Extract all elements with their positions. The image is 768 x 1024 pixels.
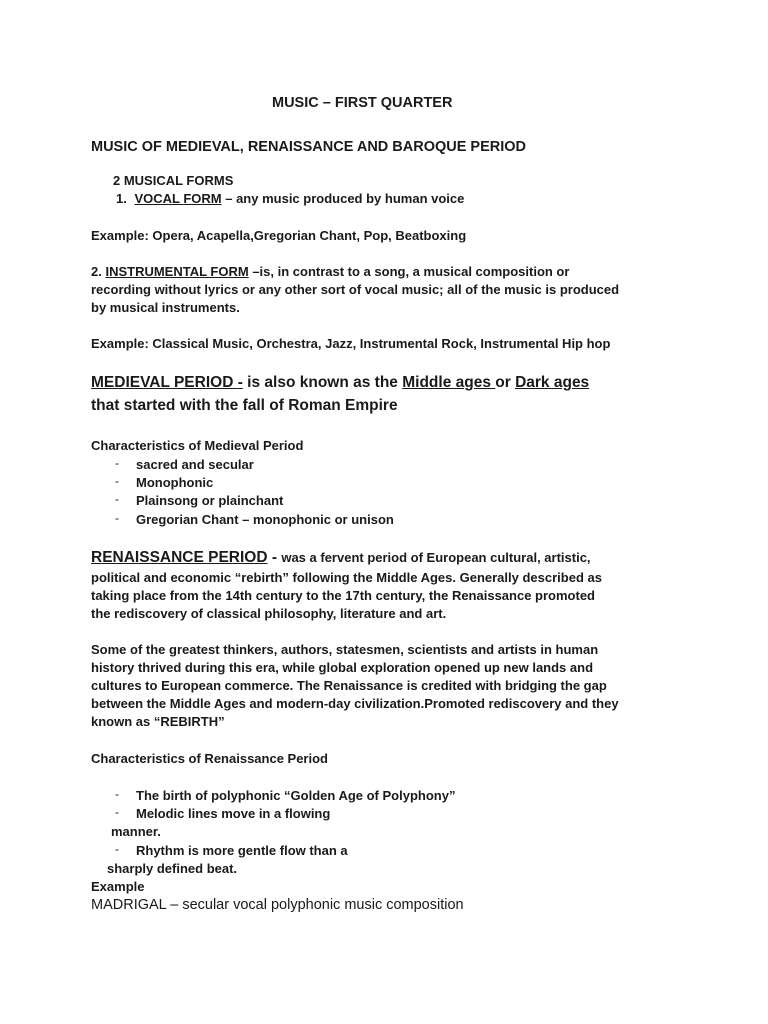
vocal-form-line <box>116 190 464 208</box>
medieval-dash: - <box>237 374 243 391</box>
forms-heading: 2 MUSICAL FORMS <box>113 173 234 188</box>
renaissance-p1-line-1: was a fervent period of European cultural, artistic, <box>281 550 591 565</box>
renaissance-p2-line-1: Some of the greatest thinkers, authors, statesmen, scientists and artists in human <box>91 642 599 657</box>
bullet-dash: - <box>115 805 119 819</box>
renaissance-p2-line-3: cultures to European commerce. The Renaissance is credited with bridging the gap <box>91 678 607 693</box>
middle-ages-term: Middle ages <box>402 374 496 391</box>
instrumental-form-definition-1: –is, in contrast to a song, a musical composition or <box>248 264 570 279</box>
renaissance-item: Rhythm is more gentle flow than a <box>136 843 348 858</box>
bullet-dash: - <box>115 492 119 506</box>
bullet-dash: - <box>115 511 119 525</box>
renaissance-line-1 <box>91 547 591 569</box>
medieval-item: Monophonic <box>136 475 214 490</box>
instrumental-form-number: 2. <box>91 264 106 279</box>
medieval-period-term: MEDIEVAL PERIOD <box>91 374 238 391</box>
renaissance-p1-line-3: taking place from the 14th century to the 17th century, the Renaissance promoted <box>91 588 595 603</box>
bullet-dash: - <box>115 456 119 470</box>
dark-ages-term: Dark ages <box>515 374 590 391</box>
page-title: MUSIC – FIRST QUARTER <box>272 95 453 111</box>
vocal-form-number: 1. <box>116 191 127 206</box>
medieval-heading-line-1 <box>91 372 589 394</box>
section-subtitle: MUSIC OF MEDIEVAL, RENAISSANCE AND BAROQUE PERIOD <box>91 139 527 155</box>
medieval-heading-line-2: that started with the fall of Roman Empire <box>91 397 398 414</box>
renaissance-p1-line-2: political and economic “rebirth” following the Middle Ages. Generally described as <box>91 570 602 585</box>
medieval-item: Gregorian Chant – monophonic or unison <box>136 512 394 527</box>
medieval-item: sacred and secular <box>136 457 254 472</box>
renaissance-characteristics-heading: Characteristics of Renaissance Period <box>91 751 328 766</box>
medieval-text-1: is also known as the <box>242 374 403 391</box>
instrumental-form-definition-2: recording without lyrics or any other sort of vocal music; all of the music is produced <box>91 282 620 297</box>
renaissance-p1-line-4: the rediscovery of classical philosophy, literature and art. <box>91 606 447 621</box>
renaissance-p2-line-2: history thrived during this era, while global exploration opened up new lands and <box>91 660 594 675</box>
instrumental-form-line-1 <box>91 263 569 281</box>
bullet-dash: - <box>115 474 119 488</box>
medieval-characteristics-heading: Characteristics of Medieval Period <box>91 438 304 453</box>
bullet-dash: - <box>115 787 119 801</box>
bullet-dash: - <box>115 842 119 856</box>
renaissance-dash: - <box>267 549 282 566</box>
renaissance-item-continued: manner. <box>111 824 161 839</box>
instrumental-form-example: Example: Classical Music, Orchestra, Jazz, Instrumental Rock, Instrumental Hip hop <box>91 336 611 351</box>
medieval-or: or <box>495 374 516 391</box>
vocal-form-definition: – any music produced by human voice <box>221 191 465 206</box>
medieval-item: Plainsong or plainchant <box>136 493 284 508</box>
example-label: Example <box>91 879 145 894</box>
renaissance-p2-line-5: known as “REBIRTH” <box>91 714 225 729</box>
instrumental-form-definition-3: by musical instruments. <box>91 300 240 315</box>
renaissance-item-continued: sharply defined beat. <box>107 861 238 876</box>
vocal-form-example: Example: Opera, Acapella,Gregorian Chant, Pop, Beatboxing <box>91 228 467 243</box>
vocal-form-term: VOCAL FORM <box>134 191 222 206</box>
renaissance-p2-line-4: between the Middle Ages and modern-day civilization.Promoted rediscovery and they <box>91 696 619 711</box>
renaissance-item: Melodic lines move in a flowing <box>136 806 331 821</box>
renaissance-period-term: RENAISSANCE PERIOD <box>91 549 268 566</box>
madrigal-line: MADRIGAL – secular vocal polyphonic music composition <box>91 897 464 913</box>
instrumental-form-term: INSTRUMENTAL FORM <box>105 264 249 279</box>
renaissance-item: The birth of polyphonic “Golden Age of Polyphony” <box>136 788 456 803</box>
